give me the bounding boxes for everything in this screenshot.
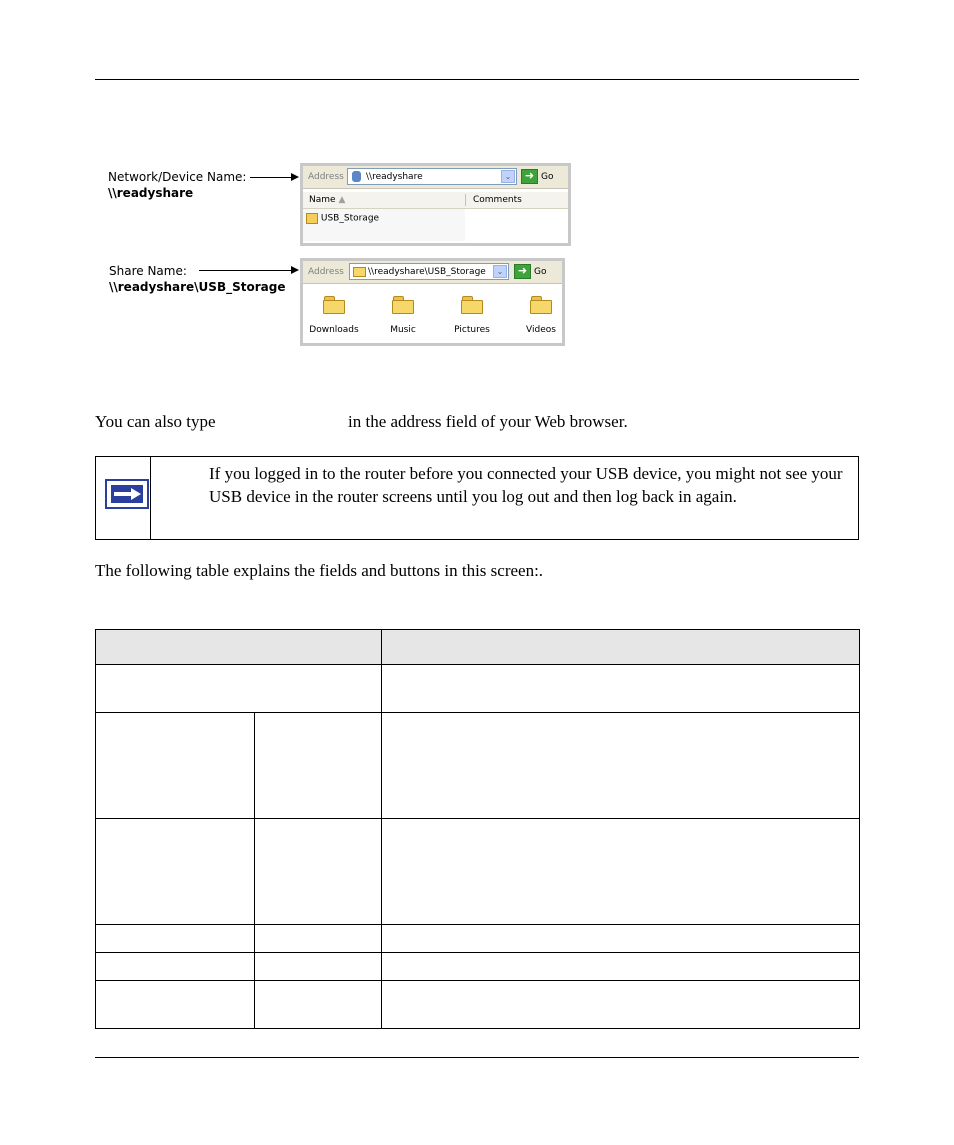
table-cell bbox=[255, 819, 382, 925]
table-row bbox=[96, 665, 860, 713]
table-cell bbox=[96, 819, 255, 925]
column-comments[interactable]: Comments bbox=[473, 195, 522, 205]
table-cell bbox=[382, 925, 860, 953]
share-arrow-head bbox=[291, 266, 299, 274]
go-arrow-icon[interactable]: ➜ bbox=[521, 169, 538, 184]
address-bar bbox=[303, 166, 568, 189]
footer-rule bbox=[95, 1057, 859, 1058]
table-cell bbox=[96, 713, 255, 819]
table-header-row bbox=[96, 630, 860, 665]
table-row bbox=[96, 713, 860, 819]
address-bar bbox=[303, 261, 562, 284]
note-box bbox=[95, 456, 859, 540]
list-item-label: USB_Storage bbox=[320, 213, 380, 224]
table-row bbox=[96, 981, 860, 1029]
table-cell bbox=[382, 981, 860, 1029]
table-cell bbox=[382, 819, 860, 925]
go-arrow-icon[interactable]: ➜ bbox=[514, 264, 531, 279]
chevron-down-icon[interactable]: ⌄ bbox=[493, 265, 507, 278]
network-icon bbox=[352, 171, 361, 182]
share-arrow-line bbox=[199, 270, 292, 271]
sort-up-icon: ▲ bbox=[338, 195, 346, 205]
table-cell bbox=[96, 981, 255, 1029]
folder-label-downloads[interactable]: Downloads bbox=[309, 325, 359, 335]
note-divider bbox=[150, 457, 151, 539]
table-cell bbox=[255, 953, 382, 981]
go-button[interactable]: Go bbox=[534, 267, 547, 277]
address-value: \\readyshare\USB_Storage bbox=[368, 267, 486, 277]
table-cell bbox=[96, 925, 255, 953]
table-row bbox=[96, 925, 860, 953]
list-item[interactable] bbox=[306, 213, 379, 224]
table-intro: The following table explains the fields and buttons in this screen:. bbox=[95, 561, 544, 580]
go-button[interactable]: Go bbox=[541, 172, 554, 182]
address-label: Address bbox=[308, 267, 344, 277]
column-name[interactable]: Name ▲ bbox=[309, 195, 346, 205]
note-arrow-icon bbox=[105, 479, 149, 509]
address-value: \\readyshare bbox=[366, 172, 423, 182]
table-cell bbox=[255, 981, 382, 1029]
folder-icon[interactable] bbox=[461, 296, 483, 314]
folder-label-videos[interactable]: Videos bbox=[526, 325, 556, 335]
table-header-cell bbox=[96, 630, 382, 665]
device-arrow-head bbox=[291, 173, 299, 181]
also-type-before: You can also type bbox=[95, 412, 216, 431]
address-label: Address bbox=[308, 172, 344, 182]
folder-icon[interactable] bbox=[323, 296, 345, 314]
chevron-down-icon[interactable]: ⌄ bbox=[501, 170, 515, 183]
fields-table bbox=[95, 629, 860, 1029]
device-name-label: Network/Device Name: \\readyshare bbox=[108, 170, 247, 200]
device-arrow-line bbox=[250, 177, 292, 178]
address-input[interactable] bbox=[349, 263, 509, 280]
address-input[interactable] bbox=[347, 168, 517, 185]
table-cell bbox=[382, 713, 860, 819]
explorer-window-share bbox=[300, 258, 565, 346]
share-folder-icon bbox=[306, 213, 318, 224]
table-cell bbox=[255, 713, 382, 819]
folder-label-pictures[interactable]: Pictures bbox=[454, 325, 490, 335]
folder-icon[interactable] bbox=[530, 296, 552, 314]
column-separator[interactable] bbox=[465, 194, 466, 206]
table-row bbox=[96, 819, 860, 925]
folder-icon[interactable] bbox=[392, 296, 414, 314]
note-text: If you logged in to the router before you connected your USB device, you might not see your USB device in the router screens until you log out and then log back in again. bbox=[209, 464, 843, 506]
table-cell bbox=[96, 665, 382, 713]
explorer-window-device bbox=[300, 163, 571, 246]
header-rule bbox=[95, 79, 859, 80]
share-name-label: Share Name: \\readyshare\USB_Storage bbox=[109, 264, 286, 294]
table-row bbox=[96, 953, 860, 981]
table-cell bbox=[382, 665, 860, 713]
table-cell bbox=[255, 925, 382, 953]
folder-label-music[interactable]: Music bbox=[390, 325, 416, 335]
also-type-after: in the address field of your Web browser. bbox=[348, 412, 628, 431]
table-cell bbox=[382, 953, 860, 981]
folder-icon bbox=[353, 267, 366, 277]
column-header bbox=[303, 192, 568, 209]
table-cell bbox=[96, 953, 255, 981]
table-header-cell bbox=[382, 630, 860, 665]
